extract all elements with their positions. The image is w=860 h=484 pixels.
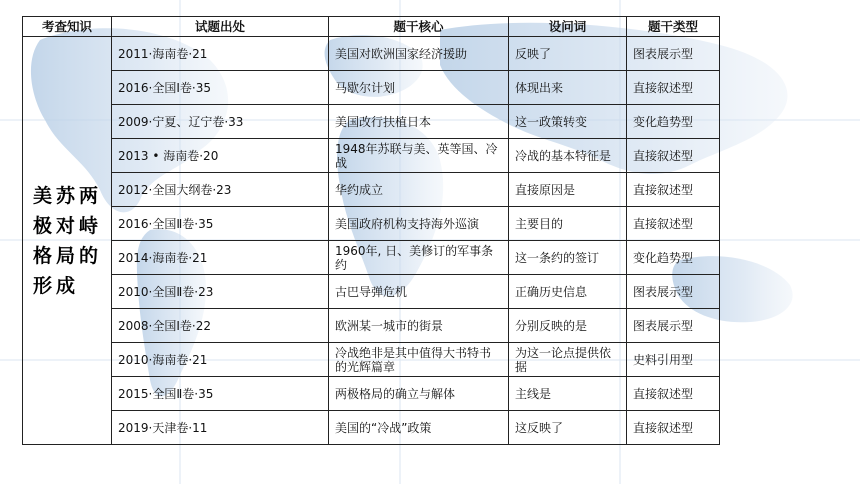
- table-row: [23, 173, 720, 207]
- table-row: [23, 105, 720, 139]
- source-cell: 2009·宁夏、辽宁卷·33: [112, 105, 329, 139]
- core-cell: 1960年, 日、美修订的军事条约: [329, 241, 509, 275]
- question-cell: 体现出来: [509, 71, 627, 105]
- core-cell: 美国政府机构支持海外巡演: [329, 207, 509, 241]
- table-row: [23, 275, 720, 309]
- question-cell: 为这一论点提供依据: [509, 343, 627, 377]
- core-cell: 马歇尔计划: [329, 71, 509, 105]
- header-type: 题干类型: [627, 17, 720, 37]
- type-cell: 直接叙述型: [627, 377, 720, 411]
- type-cell: 直接叙述型: [627, 173, 720, 207]
- header-source: 试题出处: [112, 17, 329, 37]
- source-cell: 2011·海南卷·21: [112, 37, 329, 71]
- table-row: [23, 411, 720, 445]
- source-cell: 2010·全国Ⅱ卷·23: [112, 275, 329, 309]
- core-cell: 美国对欧洲国家经济援助: [329, 37, 509, 71]
- type-cell: 变化趋势型: [627, 105, 720, 139]
- type-cell: 直接叙述型: [627, 411, 720, 445]
- source-cell: 2008·全国Ⅰ卷·22: [112, 309, 329, 343]
- question-cell: 分别反映的是: [509, 309, 627, 343]
- table-row: [23, 241, 720, 275]
- exam-analysis-table: [22, 16, 720, 445]
- question-cell: 这一政策转变: [509, 105, 627, 139]
- table-row: [23, 377, 720, 411]
- question-cell: 主线是: [509, 377, 627, 411]
- type-cell: 直接叙述型: [627, 71, 720, 105]
- type-cell: 直接叙述型: [627, 207, 720, 241]
- table-row: [23, 139, 720, 173]
- source-cell: 2012·全国大纲卷·23: [112, 173, 329, 207]
- source-cell: 2010·海南卷·21: [112, 343, 329, 377]
- core-cell: 1948年苏联与美、英等国、冷战: [329, 139, 509, 173]
- core-cell: 两极格局的确立与解体: [329, 377, 509, 411]
- table-header-row: [23, 17, 720, 37]
- question-cell: 反映了: [509, 37, 627, 71]
- core-cell: 华约成立: [329, 173, 509, 207]
- type-cell: 变化趋势型: [627, 241, 720, 275]
- core-cell: 美国的“冷战”政策: [329, 411, 509, 445]
- source-cell: 2014·海南卷·21: [112, 241, 329, 275]
- source-cell: 2019·天津卷·11: [112, 411, 329, 445]
- core-cell: 欧洲某一城市的街景: [329, 309, 509, 343]
- header-knowledge: 考查知识: [23, 17, 112, 37]
- table-row: [23, 71, 720, 105]
- type-cell: 史料引用型: [627, 343, 720, 377]
- type-cell: 图表展示型: [627, 309, 720, 343]
- core-cell: 美国改行扶植日本: [329, 105, 509, 139]
- table-row: [23, 309, 720, 343]
- source-cell: 2016·全国Ⅰ卷·35: [112, 71, 329, 105]
- header-question-word: 设问词: [509, 17, 627, 37]
- topic-label: 美苏两极对峙格局的形成: [33, 184, 103, 297]
- question-cell: 主要目的: [509, 207, 627, 241]
- core-cell: 古巴导弹危机: [329, 275, 509, 309]
- question-cell: 这一条约的签订: [509, 241, 627, 275]
- source-cell: 2016·全国Ⅱ卷·35: [112, 207, 329, 241]
- topic-cell: [23, 37, 112, 445]
- source-cell: 2015·全国Ⅱ卷·35: [112, 377, 329, 411]
- question-cell: 正确历史信息: [509, 275, 627, 309]
- table-row: [23, 37, 720, 71]
- question-cell: 直接原因是: [509, 173, 627, 207]
- table-row: [23, 207, 720, 241]
- core-cell: 冷战绝非是其中值得大书特书的光辉篇章: [329, 343, 509, 377]
- type-cell: 图表展示型: [627, 37, 720, 71]
- type-cell: 直接叙述型: [627, 139, 720, 173]
- source-cell: 2013 • 海南卷·20: [112, 139, 329, 173]
- table-row: [23, 343, 720, 377]
- question-cell: 冷战的基本特征是: [509, 139, 627, 173]
- question-cell: 这反映了: [509, 411, 627, 445]
- type-cell: 图表展示型: [627, 275, 720, 309]
- header-core: 题干核心: [329, 17, 509, 37]
